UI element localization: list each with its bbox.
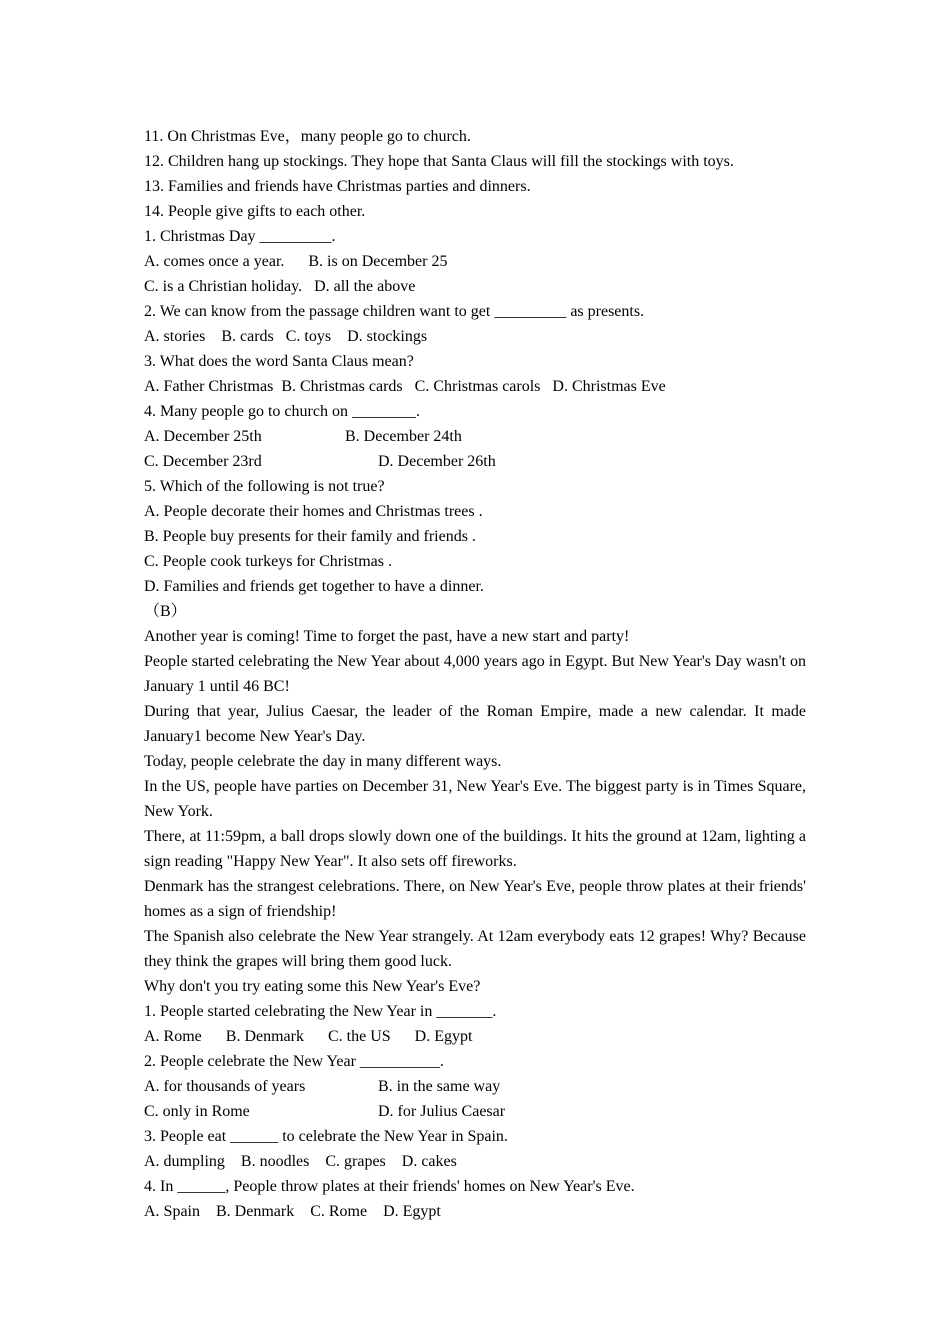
option: D. for Julius Caesar bbox=[378, 1103, 506, 1120]
passage-paragraph: In the US, people have parties on December 31, New Year's Eve. The biggest party is in Times Square, New York. bbox=[144, 778, 806, 820]
option: C. only in Rome bbox=[144, 1103, 250, 1120]
question-a1: 1. Christmas Day _________. bbox=[144, 228, 336, 245]
question-a4-options-row-1 bbox=[144, 424, 806, 449]
passage-paragraph: During that year, Julius Caesar, the leader of the Roman Empire, made a new calendar. It made January1 become New Year's Day. bbox=[144, 703, 806, 745]
question-b2-options-row-2 bbox=[144, 1099, 806, 1124]
question-a5-option-c: C. People cook turkeys for Christmas . bbox=[144, 553, 392, 570]
question-a4: 4. Many people go to church on ________. bbox=[144, 403, 420, 420]
question-a5: 5. Which of the following is not true? bbox=[144, 478, 385, 495]
passage-paragraph: Another year is coming! Time to forget the past, have a new start and party! bbox=[144, 628, 630, 645]
passage-paragraph: The Spanish also celebrate the New Year strangely. At 12am everybody eats 12 grapes! Why? Because they think the grapes will bring them good luck. bbox=[144, 928, 806, 970]
option: A. for thousands of years bbox=[144, 1078, 306, 1095]
option: D. December 26th bbox=[378, 453, 496, 470]
question-b1-options: A. Rome B. Denmark C. the US D. Egypt bbox=[144, 1028, 473, 1045]
question-a1-options-2: C. is a Christian holiday. D. all the above bbox=[144, 278, 416, 295]
question-b4: 4. In ______, People throw plates at their friends' homes on New Year's Eve. bbox=[144, 1178, 635, 1195]
question-a2-options: A. stories B. cards C. toys D. stockings bbox=[144, 328, 428, 345]
document-content bbox=[144, 124, 806, 1224]
section-b-label: （B） bbox=[144, 603, 187, 620]
question-a5-option-d: D. Families and friends get together to have a dinner. bbox=[144, 578, 484, 595]
passage-paragraph: Why don't you try eating some this New Year's Eve? bbox=[144, 978, 481, 995]
passage-paragraph: People started celebrating the New Year about 4,000 years ago in Egypt. But New Year's Day wasn't on January 1 until 46 BC! bbox=[144, 653, 806, 695]
question-a4-options-row-2 bbox=[144, 449, 806, 474]
question-a3: 3. What does the word Santa Claus mean? bbox=[144, 353, 414, 370]
question-b2-options-row-1 bbox=[144, 1074, 806, 1099]
question-b4-options: A. Spain B. Denmark C. Rome D. Egypt bbox=[144, 1203, 441, 1220]
question-b3: 3. People eat ______ to celebrate the New Year in Spain. bbox=[144, 1128, 508, 1145]
question-b1: 1. People started celebrating the New Year in _______. bbox=[144, 1003, 497, 1020]
question-a1-options-1: A. comes once a year. B. is on December 25 bbox=[144, 253, 448, 270]
question-a5-option-b: B. People buy presents for their family and friends . bbox=[144, 528, 476, 545]
option: C. December 23rd bbox=[144, 453, 262, 470]
question-a3-options: A. Father Christmas B. Christmas cards C. Christmas carols D. Christmas Eve bbox=[144, 378, 666, 395]
statement-11: 11. On Christmas Eve，many people go to church. bbox=[144, 128, 471, 145]
statement-13: 13. Families and friends have Christmas parties and dinners. bbox=[144, 178, 531, 195]
statement-12: 12. Children hang up stockings. They hope that Santa Claus will fill the stockings with toys. bbox=[144, 153, 734, 170]
passage-paragraph: Today, people celebrate the day in many different ways. bbox=[144, 753, 502, 770]
passage-paragraph: Denmark has the strangest celebrations. There, on New Year's Eve, people throw plates at their friends' homes as a sign of friendship! bbox=[144, 878, 806, 920]
question-b2: 2. People celebrate the New Year __________. bbox=[144, 1053, 444, 1070]
statement-14: 14. People give gifts to each other. bbox=[144, 203, 366, 220]
option: B. December 24th bbox=[345, 428, 462, 445]
question-a5-option-a: A. People decorate their homes and Christmas trees . bbox=[144, 503, 483, 520]
question-b3-options: A. dumpling B. noodles C. grapes D. cakes bbox=[144, 1153, 457, 1170]
passage-paragraph: There, at 11:59pm, a ball drops slowly down one of the buildings. It hits the ground at 12am, lighting a sign reading "Happy New Year". It also sets off fireworks. bbox=[144, 828, 806, 870]
option: B. in the same way bbox=[378, 1078, 501, 1095]
question-a2: 2. We can know from the passage children want to get _________ as presents. bbox=[144, 303, 645, 320]
option: A. December 25th bbox=[144, 428, 262, 445]
